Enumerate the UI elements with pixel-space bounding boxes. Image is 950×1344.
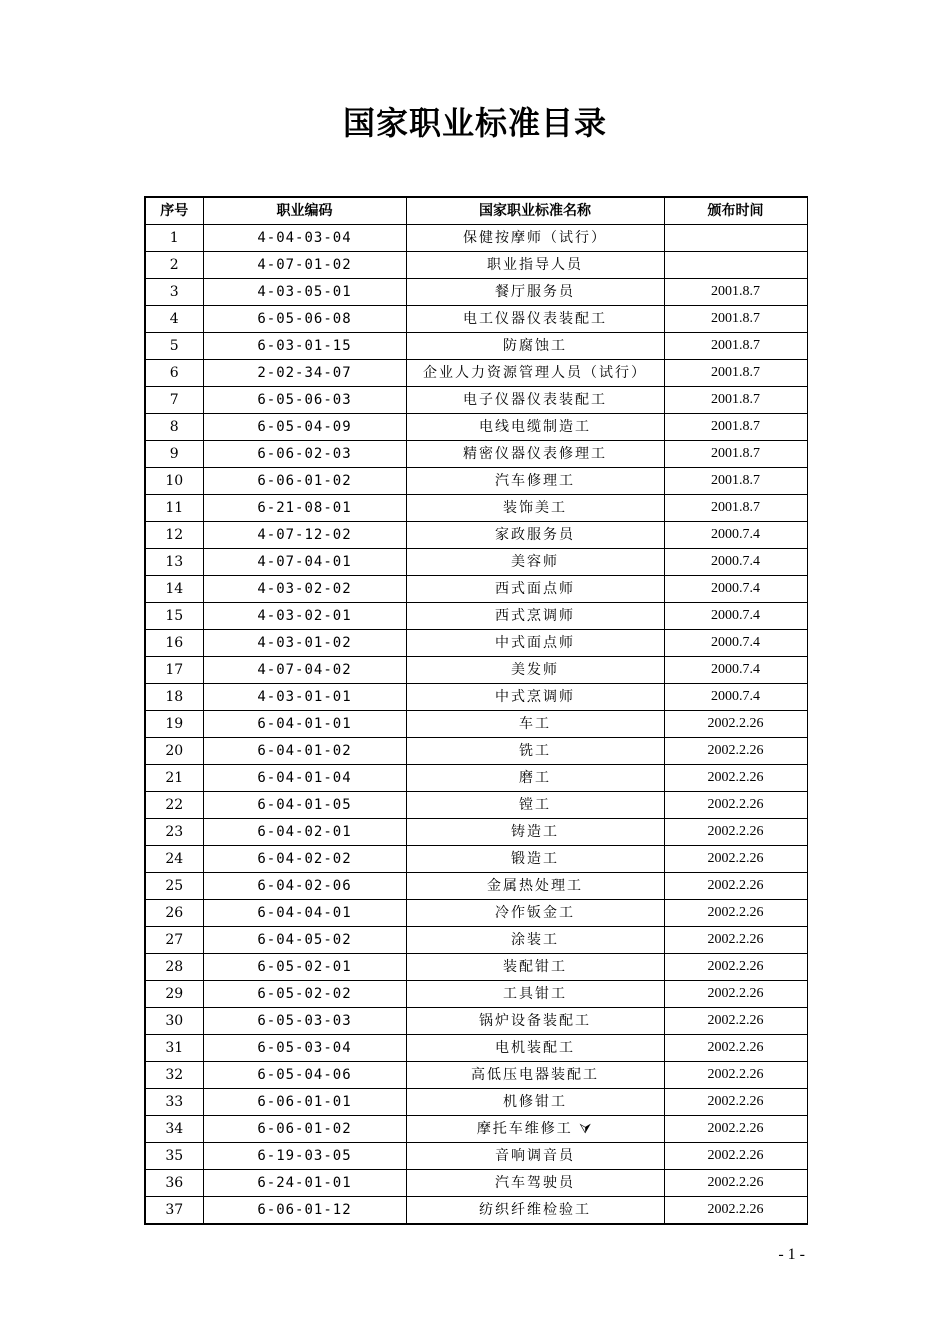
occupation-code: 6-05-04-06 bbox=[203, 1062, 406, 1089]
standard-name: 机修钳工 bbox=[406, 1089, 664, 1116]
issue-date bbox=[664, 225, 807, 252]
table-row bbox=[145, 900, 807, 927]
occupation-code: 6-04-02-06 bbox=[203, 873, 406, 900]
occupation-code: 6-05-06-03 bbox=[203, 387, 406, 414]
row-index: 29 bbox=[145, 981, 203, 1008]
standard-name: 冷作钣金工 bbox=[406, 900, 664, 927]
row-index: 34 bbox=[145, 1116, 203, 1143]
row-index: 1 bbox=[145, 225, 203, 252]
standard-name: 中式烹调师 bbox=[406, 684, 664, 711]
table-row bbox=[145, 630, 807, 657]
row-index: 27 bbox=[145, 927, 203, 954]
standard-name: 中式面点师 bbox=[406, 630, 664, 657]
row-index: 8 bbox=[145, 414, 203, 441]
occupation-code: 4-03-01-01 bbox=[203, 684, 406, 711]
table-row bbox=[145, 1008, 807, 1035]
occupation-code: 4-03-05-01 bbox=[203, 279, 406, 306]
table-row bbox=[145, 576, 807, 603]
standard-name: 餐厅服务员 bbox=[406, 279, 664, 306]
standard-name: 家政服务员 bbox=[406, 522, 664, 549]
table-row bbox=[145, 252, 807, 279]
occupation-code: 6-04-05-02 bbox=[203, 927, 406, 954]
row-index: 16 bbox=[145, 630, 203, 657]
standard-name: 电线电缆制造工 bbox=[406, 414, 664, 441]
table-row bbox=[145, 1143, 807, 1170]
issue-date: 2002.2.26 bbox=[664, 738, 807, 765]
standard-name: 铣工 bbox=[406, 738, 664, 765]
issue-date: 2002.2.26 bbox=[664, 1008, 807, 1035]
page-number: - 1 - bbox=[778, 1246, 805, 1263]
header-issue-date: 颁布时间 bbox=[664, 197, 807, 225]
issue-date: 2000.7.4 bbox=[664, 522, 807, 549]
table-row bbox=[145, 1035, 807, 1062]
table-row bbox=[145, 1089, 807, 1116]
occupation-code: 6-04-01-05 bbox=[203, 792, 406, 819]
occupation-code: 6-04-02-02 bbox=[203, 846, 406, 873]
occupation-code: 6-05-04-09 bbox=[203, 414, 406, 441]
row-index: 10 bbox=[145, 468, 203, 495]
page-title: 国家职业标准目录 bbox=[342, 104, 607, 142]
table-row bbox=[145, 873, 807, 900]
issue-date: 2002.2.26 bbox=[664, 792, 807, 819]
occupation-code: 6-06-01-12 bbox=[203, 1197, 406, 1225]
issue-date: 2001.8.7 bbox=[664, 333, 807, 360]
row-index: 30 bbox=[145, 1008, 203, 1035]
table-row bbox=[145, 468, 807, 495]
row-index: 14 bbox=[145, 576, 203, 603]
standard-name: 音响调音员 bbox=[406, 1143, 664, 1170]
table-body bbox=[145, 225, 807, 1225]
row-index: 32 bbox=[145, 1062, 203, 1089]
occupation-code: 6-06-01-02 bbox=[203, 1116, 406, 1143]
standard-name: 电机装配工 bbox=[406, 1035, 664, 1062]
issue-date: 2002.2.26 bbox=[664, 927, 807, 954]
occupation-code: 6-04-02-01 bbox=[203, 819, 406, 846]
table-row bbox=[145, 738, 807, 765]
table-row bbox=[145, 1116, 807, 1143]
occupation-code: 6-06-01-02 bbox=[203, 468, 406, 495]
issue-date: 2000.7.4 bbox=[664, 576, 807, 603]
table-row bbox=[145, 657, 807, 684]
standard-name: 电工仪器仪表装配工 bbox=[406, 306, 664, 333]
standard-name: 美容师 bbox=[406, 549, 664, 576]
row-index: 7 bbox=[145, 387, 203, 414]
row-index: 4 bbox=[145, 306, 203, 333]
issue-date: 2002.2.26 bbox=[664, 1170, 807, 1197]
standard-name: 摩托车维修工 ⮛ bbox=[406, 1116, 664, 1143]
occupation-code: 6-03-01-15 bbox=[203, 333, 406, 360]
issue-date: 2001.8.7 bbox=[664, 360, 807, 387]
issue-date: 2000.7.4 bbox=[664, 684, 807, 711]
table-row bbox=[145, 414, 807, 441]
occupation-code: 6-24-01-01 bbox=[203, 1170, 406, 1197]
table-row bbox=[145, 954, 807, 981]
table-row bbox=[145, 306, 807, 333]
occupation-code: 6-04-01-04 bbox=[203, 765, 406, 792]
issue-date bbox=[664, 252, 807, 279]
row-index: 22 bbox=[145, 792, 203, 819]
occupation-code: 6-21-08-01 bbox=[203, 495, 406, 522]
row-index: 35 bbox=[145, 1143, 203, 1170]
table-row bbox=[145, 522, 807, 549]
table-row bbox=[145, 1062, 807, 1089]
row-index: 20 bbox=[145, 738, 203, 765]
standard-name: 金属热处理工 bbox=[406, 873, 664, 900]
row-index: 2 bbox=[145, 252, 203, 279]
occupation-code: 4-07-12-02 bbox=[203, 522, 406, 549]
issue-date: 2002.2.26 bbox=[664, 954, 807, 981]
row-index: 21 bbox=[145, 765, 203, 792]
occupation-code: 4-03-02-01 bbox=[203, 603, 406, 630]
issue-date: 2002.2.26 bbox=[664, 900, 807, 927]
occupation-code: 6-06-01-01 bbox=[203, 1089, 406, 1116]
table-row bbox=[145, 279, 807, 306]
row-index: 37 bbox=[145, 1197, 203, 1225]
row-index: 33 bbox=[145, 1089, 203, 1116]
standard-name: 装饰美工 bbox=[406, 495, 664, 522]
row-index: 31 bbox=[145, 1035, 203, 1062]
standard-name: 锻造工 bbox=[406, 846, 664, 873]
issue-date: 2002.2.26 bbox=[664, 1116, 807, 1143]
table-row bbox=[145, 603, 807, 630]
row-index: 5 bbox=[145, 333, 203, 360]
issue-date: 2002.2.26 bbox=[664, 711, 807, 738]
header-index: 序号 bbox=[145, 197, 203, 225]
standard-name: 涂装工 bbox=[406, 927, 664, 954]
issue-date: 2000.7.4 bbox=[664, 657, 807, 684]
occupation-code: 4-07-04-01 bbox=[203, 549, 406, 576]
occupation-code: 4-04-03-04 bbox=[203, 225, 406, 252]
standard-name: 镗工 bbox=[406, 792, 664, 819]
row-index: 24 bbox=[145, 846, 203, 873]
row-index: 18 bbox=[145, 684, 203, 711]
standard-name: 西式烹调师 bbox=[406, 603, 664, 630]
issue-date: 2001.8.7 bbox=[664, 279, 807, 306]
occupation-code: 4-03-01-02 bbox=[203, 630, 406, 657]
row-index: 11 bbox=[145, 495, 203, 522]
standard-name: 车工 bbox=[406, 711, 664, 738]
table-row bbox=[145, 360, 807, 387]
row-index: 25 bbox=[145, 873, 203, 900]
issue-date: 2001.8.7 bbox=[664, 387, 807, 414]
issue-date: 2000.7.4 bbox=[664, 549, 807, 576]
occupation-code: 6-04-04-01 bbox=[203, 900, 406, 927]
standard-name: 西式面点师 bbox=[406, 576, 664, 603]
table-row bbox=[145, 549, 807, 576]
standard-name: 防腐蚀工 bbox=[406, 333, 664, 360]
occupation-code: 6-19-03-05 bbox=[203, 1143, 406, 1170]
standard-name: 锅炉设备装配工 bbox=[406, 1008, 664, 1035]
issue-date: 2002.2.26 bbox=[664, 1062, 807, 1089]
standard-name: 汽车驾驶员 bbox=[406, 1170, 664, 1197]
standard-name: 企业人力资源管理人员（试行） bbox=[406, 360, 664, 387]
table-row bbox=[145, 765, 807, 792]
standard-name: 电子仪器仪表装配工 bbox=[406, 387, 664, 414]
row-index: 3 bbox=[145, 279, 203, 306]
table-row bbox=[145, 792, 807, 819]
header-standard-name: 国家职业标准名称 bbox=[406, 197, 664, 225]
table-row bbox=[145, 387, 807, 414]
issue-date: 2002.2.26 bbox=[664, 846, 807, 873]
occupation-code: 4-07-04-02 bbox=[203, 657, 406, 684]
occupation-code: 4-07-01-02 bbox=[203, 252, 406, 279]
standard-name: 装配钳工 bbox=[406, 954, 664, 981]
standard-name: 精密仪器仪表修理工 bbox=[406, 441, 664, 468]
occupation-code: 6-06-02-03 bbox=[203, 441, 406, 468]
table-row bbox=[145, 846, 807, 873]
occupation-code: 2-02-34-07 bbox=[203, 360, 406, 387]
issue-date: 2002.2.26 bbox=[664, 819, 807, 846]
issue-date: 2001.8.7 bbox=[664, 441, 807, 468]
standard-name: 保健按摩师（试行） bbox=[406, 225, 664, 252]
standard-name: 纺织纤维检验工 bbox=[406, 1197, 664, 1225]
table-row bbox=[145, 981, 807, 1008]
row-index: 28 bbox=[145, 954, 203, 981]
issue-date: 2001.8.7 bbox=[664, 495, 807, 522]
standard-name: 职业指导人员 bbox=[406, 252, 664, 279]
table-row bbox=[145, 1170, 807, 1197]
table-row bbox=[145, 495, 807, 522]
issue-date: 2002.2.26 bbox=[664, 873, 807, 900]
occupation-code: 6-05-02-02 bbox=[203, 981, 406, 1008]
issue-date: 2002.2.26 bbox=[664, 1035, 807, 1062]
issue-date: 2002.2.26 bbox=[664, 1197, 807, 1225]
table-row bbox=[145, 819, 807, 846]
row-index: 26 bbox=[145, 900, 203, 927]
row-index: 19 bbox=[145, 711, 203, 738]
row-index: 9 bbox=[145, 441, 203, 468]
occupation-code: 6-05-03-04 bbox=[203, 1035, 406, 1062]
row-index: 6 bbox=[145, 360, 203, 387]
standard-name: 磨工 bbox=[406, 765, 664, 792]
standard-name: 高低压电器装配工 bbox=[406, 1062, 664, 1089]
occupation-code: 6-05-03-03 bbox=[203, 1008, 406, 1035]
table-row bbox=[145, 927, 807, 954]
table-row bbox=[145, 225, 807, 252]
issue-date: 2002.2.26 bbox=[664, 765, 807, 792]
row-index: 17 bbox=[145, 657, 203, 684]
issue-date: 2000.7.4 bbox=[664, 630, 807, 657]
occupation-code: 6-05-02-01 bbox=[203, 954, 406, 981]
table-row bbox=[145, 1197, 807, 1225]
table-header-row bbox=[145, 197, 807, 225]
standard-name: 工具钳工 bbox=[406, 981, 664, 1008]
table-row bbox=[145, 441, 807, 468]
issue-date: 2002.2.26 bbox=[664, 1089, 807, 1116]
occupation-code: 6-05-06-08 bbox=[203, 306, 406, 333]
standards-table bbox=[144, 196, 808, 1225]
issue-date: 2002.2.26 bbox=[664, 981, 807, 1008]
issue-date: 2001.8.7 bbox=[664, 414, 807, 441]
table-row bbox=[145, 711, 807, 738]
occupation-code: 4-03-02-02 bbox=[203, 576, 406, 603]
standard-name: 铸造工 bbox=[406, 819, 664, 846]
row-index: 23 bbox=[145, 819, 203, 846]
row-index: 13 bbox=[145, 549, 203, 576]
row-index: 12 bbox=[145, 522, 203, 549]
standard-name: 美发师 bbox=[406, 657, 664, 684]
table-row bbox=[145, 333, 807, 360]
standard-name: 汽车修理工 bbox=[406, 468, 664, 495]
issue-date: 2001.8.7 bbox=[664, 306, 807, 333]
row-index: 36 bbox=[145, 1170, 203, 1197]
table-row bbox=[145, 684, 807, 711]
issue-date: 2000.7.4 bbox=[664, 603, 807, 630]
row-index: 15 bbox=[145, 603, 203, 630]
issue-date: 2002.2.26 bbox=[664, 1143, 807, 1170]
header-code: 职业编码 bbox=[203, 197, 406, 225]
occupation-code: 6-04-01-01 bbox=[203, 711, 406, 738]
issue-date: 2001.8.7 bbox=[664, 468, 807, 495]
occupation-code: 6-04-01-02 bbox=[203, 738, 406, 765]
